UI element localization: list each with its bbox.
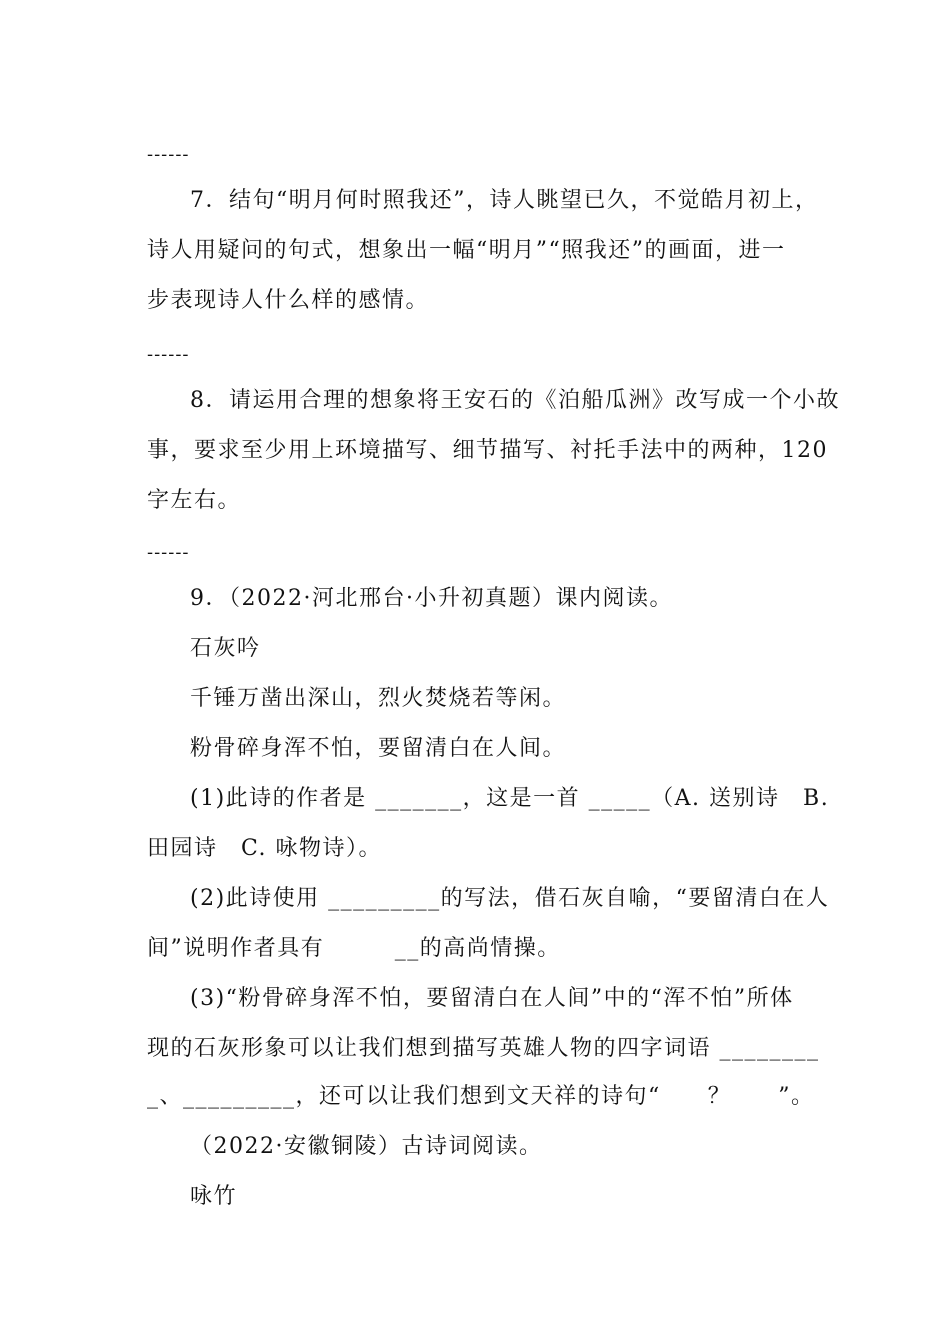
question-8-line-1: 8．请运用合理的想象将王安石的《泊船瓜洲》改写成一个小故 [190,388,840,413]
poem-line: 粉骨碎身浑不怕，要留清白在人间。 [190,736,567,761]
sub-question-1-line-1: (1)此诗的作者是 _______，这是一首 _____（A. 送别诗 B. [190,786,830,811]
sub-question-3-line-3: _、_________，还可以让我们想到文天祥的诗句“ ？ ”。 [147,1084,815,1109]
sub-question-2-line-2: 间”说明作者具有 __的高尚情操。 [147,936,561,961]
question-8-line-3: 字左右。 [147,488,242,513]
question-7-line-2: 诗人用疑问的句式，想象出一幅“明月”“照我还”的画面，进一 [147,238,786,263]
question-8-line-2: 事，要求至少用上环境描写、细节描写、衬托手法中的两种，120 [147,438,828,463]
poem-title: 咏竹 [190,1184,238,1209]
question-7-line-3: 步表现诗人什么样的感情。 [147,288,430,313]
answer-blank: ------ [147,344,190,365]
sub-question-3-line-1: (3)“粉骨碎身浑不怕，要留清白在人间”中的“浑不怕”所体 [190,986,794,1011]
answer-blank: ------ [147,542,190,563]
question-9-heading: 9．（2022·河北邢台·小升初真题）课内阅读。 [190,586,673,611]
poem-title: 石灰吟 [190,636,261,661]
sub-question-1-line-2: 田园诗 C. 咏物诗）。 [147,836,383,861]
question-10-heading: （2022·安徽铜陵）古诗词阅读。 [190,1134,543,1159]
sub-question-2-line-1: (2)此诗使用 _________的写法，借石灰自喻，“要留清白在人 [190,886,830,911]
poem-line: 千锤万凿出深山，烈火焚烧若等闲。 [190,686,567,711]
answer-blank: ------ [147,144,190,165]
question-7-line-1: 7．结句“明月何时照我还”，诗人眺望已久，不觉皓月初上， [190,188,819,213]
sub-question-3-line-2: 现的石灰形象可以让我们想到描写英雄人物的四字词语 ________ [147,1036,820,1061]
